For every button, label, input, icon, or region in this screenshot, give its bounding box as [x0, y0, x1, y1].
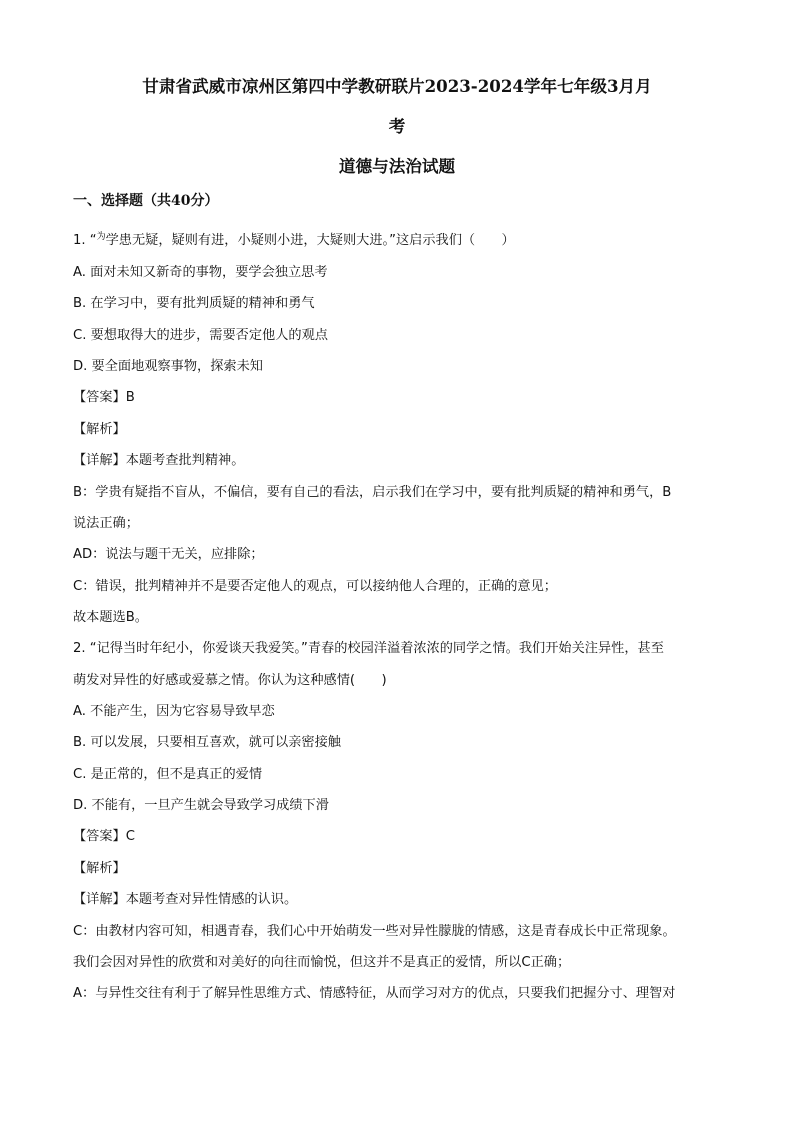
- question-2-option-d: D. 不能有，一旦产生就会导致学习成绩下滑: [73, 798, 329, 813]
- question-1-option-d: D. 要全面地观察事物，探索未知: [73, 359, 263, 374]
- document-subtitle: 道德与法治试题: [338, 156, 456, 176]
- question-1-analysis-line: 故本题选B。: [73, 610, 148, 625]
- question-2-analysis-line: 我们会因对异性的欣赏和对美好的向往而愉悦，但这并不是真正的爱情，所以C正确；: [73, 955, 571, 970]
- question-1-analysis-line: C：错误，批判精神并不是要否定他人的观点，可以接纳他人合理的，正确的意见；: [73, 579, 557, 594]
- question-1-analysis-line: B：学贵有疑指不盲从，不偏信，要有自己的看法，启示我们在学习中，要有批判质疑的精神和勇气，B: [73, 485, 672, 500]
- question-2-analysis-line: 【详解】本题考查对异性情感的认识。: [73, 892, 298, 907]
- question-1-option-c: C. 要想取得大的进步，需要否定他人的观点: [73, 328, 328, 343]
- question-1-option-a: A. 面对未知又新奇的事物，要学会独立思考: [73, 265, 328, 280]
- question-2-stem: 萌发对异性的好感或爱慕之情。你认为这种感情( ): [73, 673, 387, 688]
- question-1-analysis-line: AD：说法与题干无关，应排除；: [73, 547, 264, 562]
- question-1-stem: [73, 231, 515, 252]
- section-heading: 一、选择题（共40分）: [73, 193, 219, 209]
- question-2-analysis-line: C：由教材内容可知，相遇青春，我们心中开始萌发一些对异性朦胧的情感，这是青春成长中正常现象。: [73, 924, 676, 939]
- question-2-answer: 【答案】C: [73, 829, 135, 844]
- question-1-stem-superscript: 为: [96, 232, 106, 242]
- document-title-line-2: 考: [388, 116, 406, 136]
- question-1-analysis-line: 【详解】本题考查批判精神。: [73, 453, 245, 468]
- question-2-analysis-line: A：与异性交往有利于了解异性思维方式、情感特征，从而学习对方的优点，只要我们把握分寸、理智对: [73, 986, 676, 1001]
- question-1-answer: 【答案】B: [73, 390, 135, 405]
- question-2-stem: 2. “记得当时年纪小，你爱谈天我爱笑。”青春的校园洋溢着浓浓的同学之情。我们开始关注异性，甚至: [73, 641, 664, 656]
- question-1-option-b: B. 在学习中，要有批判质疑的精神和勇气: [73, 296, 315, 311]
- question-2-analysis-label: 【解析】: [73, 861, 126, 876]
- document-title-line-1: 甘肃省武威市凉州区第四中学教研联片2023-2024学年七年级3月月: [142, 76, 652, 96]
- question-1-analysis-line: 说法正确；: [73, 516, 139, 531]
- question-2-option-c: C. 是正常的，但不是真正的爱情: [73, 767, 263, 782]
- question-1-stem-prefix: 1. “: [73, 233, 97, 248]
- question-2-option-a: A. 不能产生，因为它容易导致早恋: [73, 704, 275, 719]
- question-2-option-b: B. 可以发展，只要相互喜欢，就可以亲密接触: [73, 735, 341, 750]
- question-1-analysis-label: 【解析】: [73, 422, 126, 437]
- question-1-stem-text: 学患无疑，疑则有进，小疑则小进，大疑则大进。”这启示我们（ ）: [105, 233, 515, 248]
